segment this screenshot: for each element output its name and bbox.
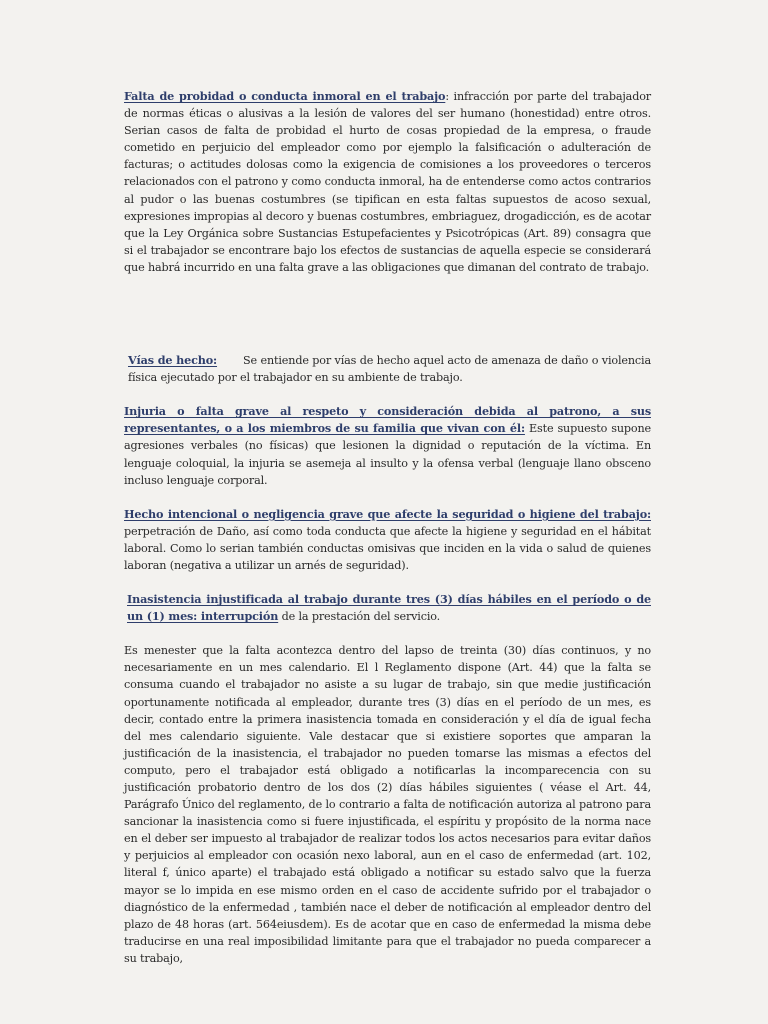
document-page [124, 88, 651, 967]
spacer [124, 386, 651, 403]
body-probidad: infracción por parte del trabajador de normas éticas o alusivas a la lesión de valores del ser humano (honestidad) entre otros. Serian casos de falta de probidad el hurto de cosas propiedad de la empresa, o fraude cometido en perjuicio del empleador como por ejemplo la falsificación o adulteración de facturas; o actitudes dolosas como la exigencia de comisiones a los proveedores o terceros relacionados con el patrono y como conducta inmoral, ha de entenderse como actos contrarios al pudor o las buenas costumbres (se tipifican en esta faltas supuestos de acoso sexual, expresiones impropias al decoro y buenas costumbres, embriaguez, drogadicción, es de acotar que la Ley Orgánica sobre Sustancias Estupefacientes y Psicotrópicas (Art. 89) consagra que si el trabajador se encontrare bajo los efectos de sustancias de aquella especie se considerará que habrá incurrido en una falta grave a las obligaciones que dimanan del contrato de trabajo. [124, 90, 651, 274]
body-hecho: perpetración de Daño, así como toda conducta que afecte la higiene y seguridad en el hábitat laboral. Como lo serian también conductas omisivas que inciden en la vida o salud de quienes laboran (negativa a utilizar un arnés de seguridad). [124, 524, 651, 572]
paragraph-injuria [124, 403, 651, 488]
spacer [124, 625, 651, 642]
heading-inasistencia: Inasistencia injustificada al trabajo durante tres (3) días hábiles en el período o de un (1) mes: interrupción [127, 592, 651, 624]
paragraph-inasistencia [124, 591, 651, 625]
spacer [124, 314, 651, 352]
heading-probidad: Falta de probidad o conducta inmoral en el trabajo [124, 89, 446, 103]
body-inasistencia: de la prestación del servicio. [278, 610, 441, 624]
heading-injuria: Injuria o falta grave al respeto y consideración debida al patrono, a sus representantes, o a los miembros de su familia que vivan con él: [124, 404, 651, 436]
body-menester: Es menester que la falta acontezca dentro del lapso de treinta (30) días continuos, y no necesariamente en un mes calendario. El l Reglamento dispone (Art. 44) que la falta se consuma cuando el trabajador no asiste a su lugar de trabajo, sin que medie justificación oportunamente notificada al empleador, durante tres (3) días en el período de un mes, es decir, contado entre la primera inasistencia tomada en consideración y el día de igual fecha del mes calendario siguiente. Vale destacar que si existiere soportes que amparan la justificación de la inasistencia, el trabajador no pueden tomarse las mismas a efectos del computo, pero el trabajador está obligado a notificarlas la incomparecencia con su justificación probatorio dentro de los dos (2) días hábiles siguientes ( véase el Art. 44, Parágrafo Único del reglamento, de lo contrario a falta de notificación autoriza al patrono para sancionar la inasistencia como si fuere injustificada, el espíritu y propósito de la norma nace en el deber ser impuesto al trabajador de realizar todos los actos necesarios para evitar daños y perjuicios al empleador con ocasión nexo laboral, aun en el caso de enfermedad (art. 102, literal f, único aparte) el trabajado está obligado a notificar su estado salvo que la fuerza mayor se lo impida en ese mismo orden en el caso de accidente sufrido por el trabajador o diagnóstico de la enfermedad , también nace el deber de notificación al empleador dentro del plazo de 48 horas (art. 564eiusdem). Es de acotar que en caso de enfermedad la misma debe traducirse en una real imposibilidad limitante para que el trabajador no pueda comparecer a su trabajo, [124, 644, 651, 965]
heading-vias: Vías de hecho: [128, 353, 218, 368]
paragraph-hecho [124, 506, 651, 574]
spacer [124, 574, 651, 591]
paragraph-menester [124, 642, 651, 967]
paragraph-probidad [124, 88, 651, 276]
body-vias: Se entiende por vías de hecho aquel acto de amenaza de daño o violencia física ejecutado por el trabajador en su ambiente de trabajo. [128, 354, 651, 385]
body-injuria: Este supuesto supone agresiones verbales (no físicas) que lesionen la dignidad o reputación de la víctima. En lenguaje coloquial, la injuria se asemeja al insulto y la ofensa verbal (lenguaje llano obsceno incluso lenguaje corporal. [124, 422, 652, 487]
heading-hecho: Hecho intencional o negligencia grave que afecte la seguridad o higiene del trabajo: [124, 506, 651, 521]
paragraph-vias [124, 352, 651, 386]
spacer [124, 489, 651, 506]
spacer [124, 276, 651, 314]
heading-colon: : [445, 90, 449, 103]
